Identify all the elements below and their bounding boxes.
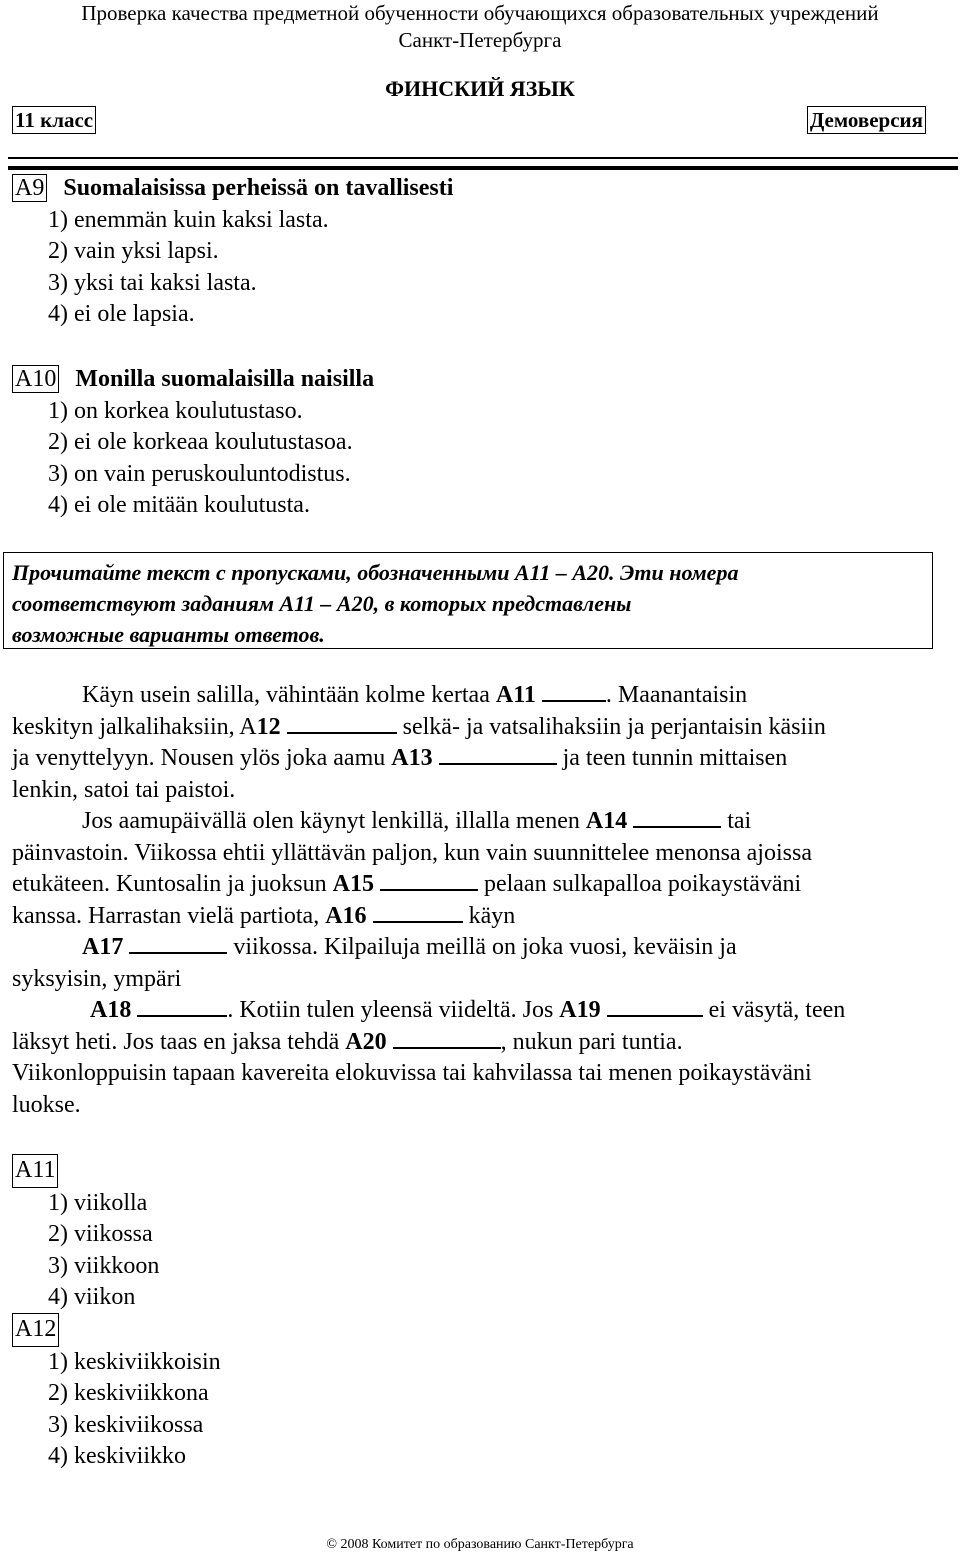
gap-label-a14: A14 <box>585 808 628 834</box>
answer-option: 1) on korkea koulutustaso. <box>48 397 303 424</box>
copyright-footer: © 2008 Комитет по образованию Санкт-Петербурга <box>326 1537 634 1552</box>
question-title: Monilla suomalaisilla naisilla <box>75 366 375 392</box>
answer-option: 4) viikon <box>48 1284 136 1310</box>
answer-option: 3) keskiviikossa <box>48 1411 204 1438</box>
text-fragment: , nukun pari tuntia. <box>500 1028 683 1055</box>
gap-blank <box>373 902 463 923</box>
answer-option: 3) on vain peruskouluntodistus. <box>48 460 351 487</box>
answer-option: 1) viikolla <box>48 1189 148 1216</box>
gap-blank <box>129 933 227 954</box>
text-fragment: keskityn jalkalihaksiin, A <box>12 713 257 740</box>
text-fragment: tai <box>721 808 752 834</box>
instruction-box <box>3 552 933 649</box>
gap-label-a20: A20 <box>345 1028 387 1055</box>
question-title: Suomalaisissa perheissä on tavallisesti <box>63 175 454 201</box>
gap-fill-text <box>12 680 952 1121</box>
answer-option: 4) keskiviikko <box>48 1443 186 1469</box>
gap-blank <box>287 713 397 734</box>
text-fragment: kanssa. Harrastan vielä partiota, <box>12 902 326 929</box>
gap-blank <box>393 1028 501 1049</box>
question-a9 <box>12 173 453 331</box>
text-fragment: ja venyttelyyn. Nousen ylös joka aamu <box>12 745 392 771</box>
subject-title: ФИНСКИЙ ЯЗЫК <box>385 76 575 101</box>
gap-blank <box>137 996 227 1017</box>
header-line-2: Санкт-Петербурга <box>398 28 562 52</box>
text-line: päinvastoin. Viikossa ehtii yllättävän paljon, kun vain suunnittelee menonsa ajoissa <box>12 839 812 866</box>
answer-option: 4) ei ole lapsia. <box>48 301 195 327</box>
instruction-line: возможные варианты ответов. <box>12 622 325 647</box>
instruction-line: Прочитайте текст с пропусками, обозначенными А11 – А20. Эти номера <box>12 560 739 585</box>
text-fragment: selkä- ja vatsalihaksiin ja perjantaisin käsiin <box>396 713 826 740</box>
text-fragment: viikossa. Kilpailuja meillä on joka vuosi, keväisin ja <box>227 934 737 960</box>
grade-label: 11 класс <box>12 106 96 134</box>
text-fragment: ei väsytä, teen <box>702 997 846 1023</box>
gap-blank <box>380 870 478 891</box>
instruction-line: соответствуют заданиям А11 – А20, в которых представлены <box>12 591 632 616</box>
text-fragment: käyn <box>462 902 516 929</box>
answer-option: 2) viikossa <box>48 1221 153 1247</box>
version-label: Демоверсия <box>807 106 926 134</box>
text-fragment: . Maanantaisin <box>605 682 748 708</box>
answer-option: 2) vain yksi lapsi. <box>48 238 219 264</box>
answer-option: 4) ei ole mitään koulutusta. <box>48 492 310 518</box>
question-number: А11 <box>12 1154 58 1188</box>
answer-option: 2) keskiviikkona <box>48 1380 209 1406</box>
answer-option: 2) ei ole korkeaa koulutustasoa. <box>48 429 353 455</box>
text-fragment: pelaan sulkapalloa poikaystäväni <box>477 871 802 897</box>
gap-blank <box>542 681 606 702</box>
text-fragment: etukäteen. Kuntosalin ja juoksun <box>12 871 333 897</box>
answer-option: 3) yksi tai kaksi lasta. <box>48 269 257 296</box>
question-a12 <box>12 1313 221 1473</box>
gap-blank <box>607 996 703 1017</box>
text-line: syksyisin, ympäri <box>12 965 182 992</box>
question-a11 <box>12 1154 159 1314</box>
gap-label-a11: A11 <box>495 682 536 708</box>
gap-blank <box>633 807 721 828</box>
header-divider-thin <box>8 157 958 159</box>
gap-label-a12: 12 <box>256 713 281 740</box>
text-fragment: Jos aamupäivällä olen käynyt lenkillä, illalla menen <box>82 808 586 834</box>
question-number: А12 <box>12 1313 59 1347</box>
gap-label-a18: A18 <box>90 997 132 1023</box>
gap-label-a15: A15 <box>332 871 374 897</box>
text-fragment: . Kotiin tulen yleensä viideltä. Jos <box>227 997 560 1023</box>
answer-option: 1) enemmän kuin kaksi lasta. <box>48 206 329 233</box>
header-divider-thick <box>8 166 958 170</box>
gap-blank <box>439 744 557 765</box>
text-line: luokse. <box>12 1091 81 1118</box>
question-number: А10 <box>12 365 59 393</box>
text-fragment: läksyt heti. Jos taas en jaksa tehdä <box>12 1028 346 1055</box>
text-fragment: Käyn usein salilla, vähintään kolme kertaa <box>82 682 496 708</box>
header-line-1: Проверка качества предметной обученности обучающихся образовательных учреждений <box>81 1 879 25</box>
gap-label-a19: A19 <box>559 997 601 1023</box>
text-line: Viikonloppuisin tapaan kavereita elokuvissa tai kahvilassa tai menen poikaystäväni <box>12 1060 812 1086</box>
question-a10 <box>12 364 374 522</box>
gap-label-a17: A17 <box>82 934 124 960</box>
answer-option: 1) keskiviikkoisin <box>48 1348 221 1375</box>
answer-option: 3) viikkoon <box>48 1252 160 1279</box>
question-number: А9 <box>12 174 47 202</box>
gap-label-a13: A13 <box>391 745 433 771</box>
gap-label-a16: A16 <box>325 902 367 929</box>
text-fragment: ja teen tunnin mittaisen <box>556 745 788 771</box>
text-line: lenkin, satoi tai paistoi. <box>12 776 236 803</box>
